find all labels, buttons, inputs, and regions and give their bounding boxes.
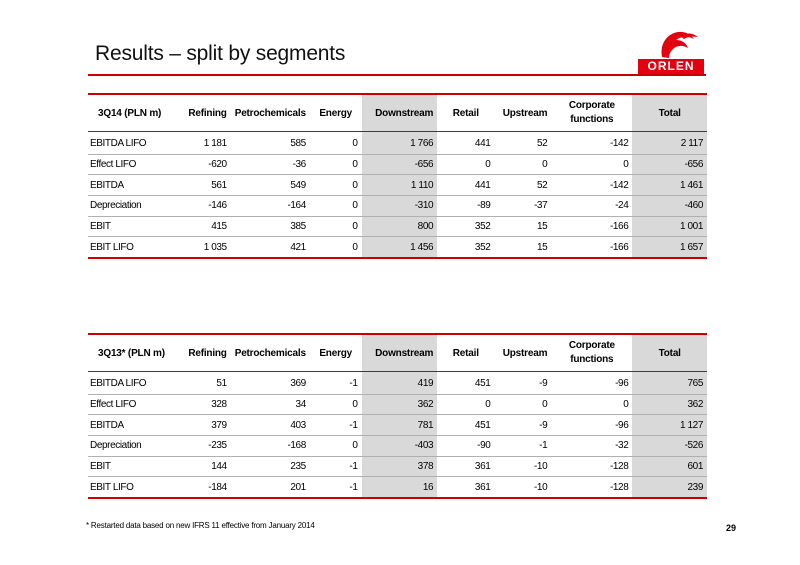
cell-value: 52 xyxy=(494,132,551,155)
table-row xyxy=(88,132,707,155)
cell-value: 0 xyxy=(551,394,632,415)
cell-value: 781 xyxy=(362,415,438,436)
cell-value: -24 xyxy=(551,196,632,217)
cell-value: 0 xyxy=(437,154,494,175)
cell-value: 201 xyxy=(231,477,310,498)
col-upstream: Upstream xyxy=(494,94,551,132)
cell-value: 361 xyxy=(437,456,494,477)
cell-value: -96 xyxy=(551,372,632,395)
table-header-row xyxy=(88,94,707,132)
period-header: 3Q14 (PLN m) xyxy=(88,94,175,132)
cell-value: 0 xyxy=(310,154,362,175)
cell-value: -1 xyxy=(310,372,362,395)
cell-value: -168 xyxy=(231,436,310,457)
footnote: * Restarted data based on new IFRS 11 effective from January 2014 xyxy=(86,521,315,530)
cell-value: -310 xyxy=(362,196,438,217)
cell-value: 585 xyxy=(231,132,310,155)
cell-value: -656 xyxy=(632,154,707,175)
cell-value: 549 xyxy=(231,175,310,196)
cell-value: 451 xyxy=(437,372,494,395)
cell-value: 1 110 xyxy=(362,175,438,196)
page-title: Results – split by segments xyxy=(95,42,346,65)
cell-value: -37 xyxy=(494,196,551,217)
table-row xyxy=(88,477,707,498)
cell-value: 1 001 xyxy=(632,216,707,237)
table-row xyxy=(88,154,707,175)
cell-value: 0 xyxy=(310,132,362,155)
cell-value: 0 xyxy=(494,154,551,175)
cell-value: -656 xyxy=(362,154,438,175)
col-downstream: Downstream xyxy=(362,94,438,132)
cell-value: -403 xyxy=(362,436,438,457)
cell-value: -1 xyxy=(310,415,362,436)
cell-value: 601 xyxy=(632,456,707,477)
cell-value: 361 xyxy=(437,477,494,498)
col-total: Total xyxy=(632,334,707,372)
cell-value: -36 xyxy=(231,154,310,175)
row-label: EBIT LIFO xyxy=(88,477,175,498)
cell-value: 16 xyxy=(362,477,438,498)
cell-value: 403 xyxy=(231,415,310,436)
cell-value: 0 xyxy=(494,394,551,415)
cell-value: -1 xyxy=(310,456,362,477)
col-downstream: Downstream xyxy=(362,334,438,372)
col-energy: Energy xyxy=(310,94,362,132)
cell-value: 51 xyxy=(175,372,231,395)
cell-value: 34 xyxy=(231,394,310,415)
cell-value: 441 xyxy=(437,175,494,196)
cell-value: 441 xyxy=(437,132,494,155)
cell-value: -9 xyxy=(494,372,551,395)
cell-value: -460 xyxy=(632,196,707,217)
col-upstream: Upstream xyxy=(494,334,551,372)
col-refining: Refining xyxy=(175,334,231,372)
row-label: EBITDA LIFO xyxy=(88,372,175,395)
cell-value: 800 xyxy=(362,216,438,237)
orlen-logo xyxy=(636,27,706,75)
cell-value: -128 xyxy=(551,477,632,498)
row-label: Depreciation xyxy=(88,196,175,217)
cell-value: 379 xyxy=(175,415,231,436)
segments-table-3q13 xyxy=(88,333,707,499)
col-petrochemicals: Petrochemicals xyxy=(231,334,310,372)
row-label: EBITDA xyxy=(88,175,175,196)
table-row xyxy=(88,216,707,237)
segments-table-3q14 xyxy=(88,93,707,259)
cell-value: 235 xyxy=(231,456,310,477)
cell-value: 52 xyxy=(494,175,551,196)
cell-value: 1 127 xyxy=(632,415,707,436)
cell-value: -128 xyxy=(551,456,632,477)
cell-value: 2 117 xyxy=(632,132,707,155)
cell-value: 144 xyxy=(175,456,231,477)
cell-value: 1 461 xyxy=(632,175,707,196)
cell-value: 0 xyxy=(437,394,494,415)
table-row xyxy=(88,372,707,395)
cell-value: -166 xyxy=(551,237,632,258)
cell-value: -1 xyxy=(310,477,362,498)
cell-value: -89 xyxy=(437,196,494,217)
cell-value: 369 xyxy=(231,372,310,395)
cell-value: -184 xyxy=(175,477,231,498)
table-row xyxy=(88,196,707,217)
cell-value: 419 xyxy=(362,372,438,395)
cell-value: -10 xyxy=(494,456,551,477)
row-label: EBIT LIFO xyxy=(88,237,175,258)
table-row xyxy=(88,436,707,457)
cell-value: 1 766 xyxy=(362,132,438,155)
cell-value: 362 xyxy=(362,394,438,415)
cell-value: 0 xyxy=(310,196,362,217)
cell-value: -166 xyxy=(551,216,632,237)
cell-value: 1 456 xyxy=(362,237,438,258)
col-energy: Energy xyxy=(310,334,362,372)
cell-value: -1 xyxy=(494,436,551,457)
cell-value: 0 xyxy=(310,175,362,196)
title-divider xyxy=(88,74,706,76)
row-label: EBIT xyxy=(88,216,175,237)
table-header-row xyxy=(88,334,707,372)
cell-value: -96 xyxy=(551,415,632,436)
cell-value: 1 035 xyxy=(175,237,231,258)
cell-value: 352 xyxy=(437,237,494,258)
cell-value: 0 xyxy=(551,154,632,175)
cell-value: -146 xyxy=(175,196,231,217)
logo-wordmark: ORLEN xyxy=(638,59,704,74)
cell-value: 0 xyxy=(310,216,362,237)
table-row xyxy=(88,394,707,415)
table-row xyxy=(88,237,707,258)
row-label: EBITDA LIFO xyxy=(88,132,175,155)
col-retail: Retail xyxy=(437,334,494,372)
cell-value: 378 xyxy=(362,456,438,477)
cell-value: 328 xyxy=(175,394,231,415)
cell-value: -526 xyxy=(632,436,707,457)
table-row xyxy=(88,175,707,196)
cell-value: -90 xyxy=(437,436,494,457)
cell-value: 561 xyxy=(175,175,231,196)
col-corporate-functions: Corporate functions xyxy=(551,94,632,132)
cell-value: 421 xyxy=(231,237,310,258)
cell-value: 15 xyxy=(494,237,551,258)
cell-value: 0 xyxy=(310,237,362,258)
cell-value: 239 xyxy=(632,477,707,498)
cell-value: 15 xyxy=(494,216,551,237)
eagle-icon xyxy=(636,27,706,61)
row-label: Depreciation xyxy=(88,436,175,457)
period-header: 3Q13* (PLN m) xyxy=(88,334,175,372)
row-label: EBIT xyxy=(88,456,175,477)
row-label: Effect LIFO xyxy=(88,394,175,415)
page-number: 29 xyxy=(726,523,737,533)
col-total: Total xyxy=(632,94,707,132)
row-label: EBITDA xyxy=(88,415,175,436)
cell-value: 415 xyxy=(175,216,231,237)
cell-value: -142 xyxy=(551,175,632,196)
cell-value: 352 xyxy=(437,216,494,237)
row-label: Effect LIFO xyxy=(88,154,175,175)
cell-value: 765 xyxy=(632,372,707,395)
table-row xyxy=(88,415,707,436)
cell-value: 1 657 xyxy=(632,237,707,258)
cell-value: -10 xyxy=(494,477,551,498)
col-retail: Retail xyxy=(437,94,494,132)
cell-value: -142 xyxy=(551,132,632,155)
col-refining: Refining xyxy=(175,94,231,132)
cell-value: -235 xyxy=(175,436,231,457)
col-corporate-functions: Corporate functions xyxy=(551,334,632,372)
cell-value: 1 181 xyxy=(175,132,231,155)
cell-value: 385 xyxy=(231,216,310,237)
cell-value: 0 xyxy=(310,394,362,415)
cell-value: -32 xyxy=(551,436,632,457)
cell-value: 451 xyxy=(437,415,494,436)
cell-value: -164 xyxy=(231,196,310,217)
cell-value: -9 xyxy=(494,415,551,436)
cell-value: -620 xyxy=(175,154,231,175)
cell-value: 362 xyxy=(632,394,707,415)
cell-value: 0 xyxy=(310,436,362,457)
table-row xyxy=(88,456,707,477)
col-petrochemicals: Petrochemicals xyxy=(231,94,310,132)
